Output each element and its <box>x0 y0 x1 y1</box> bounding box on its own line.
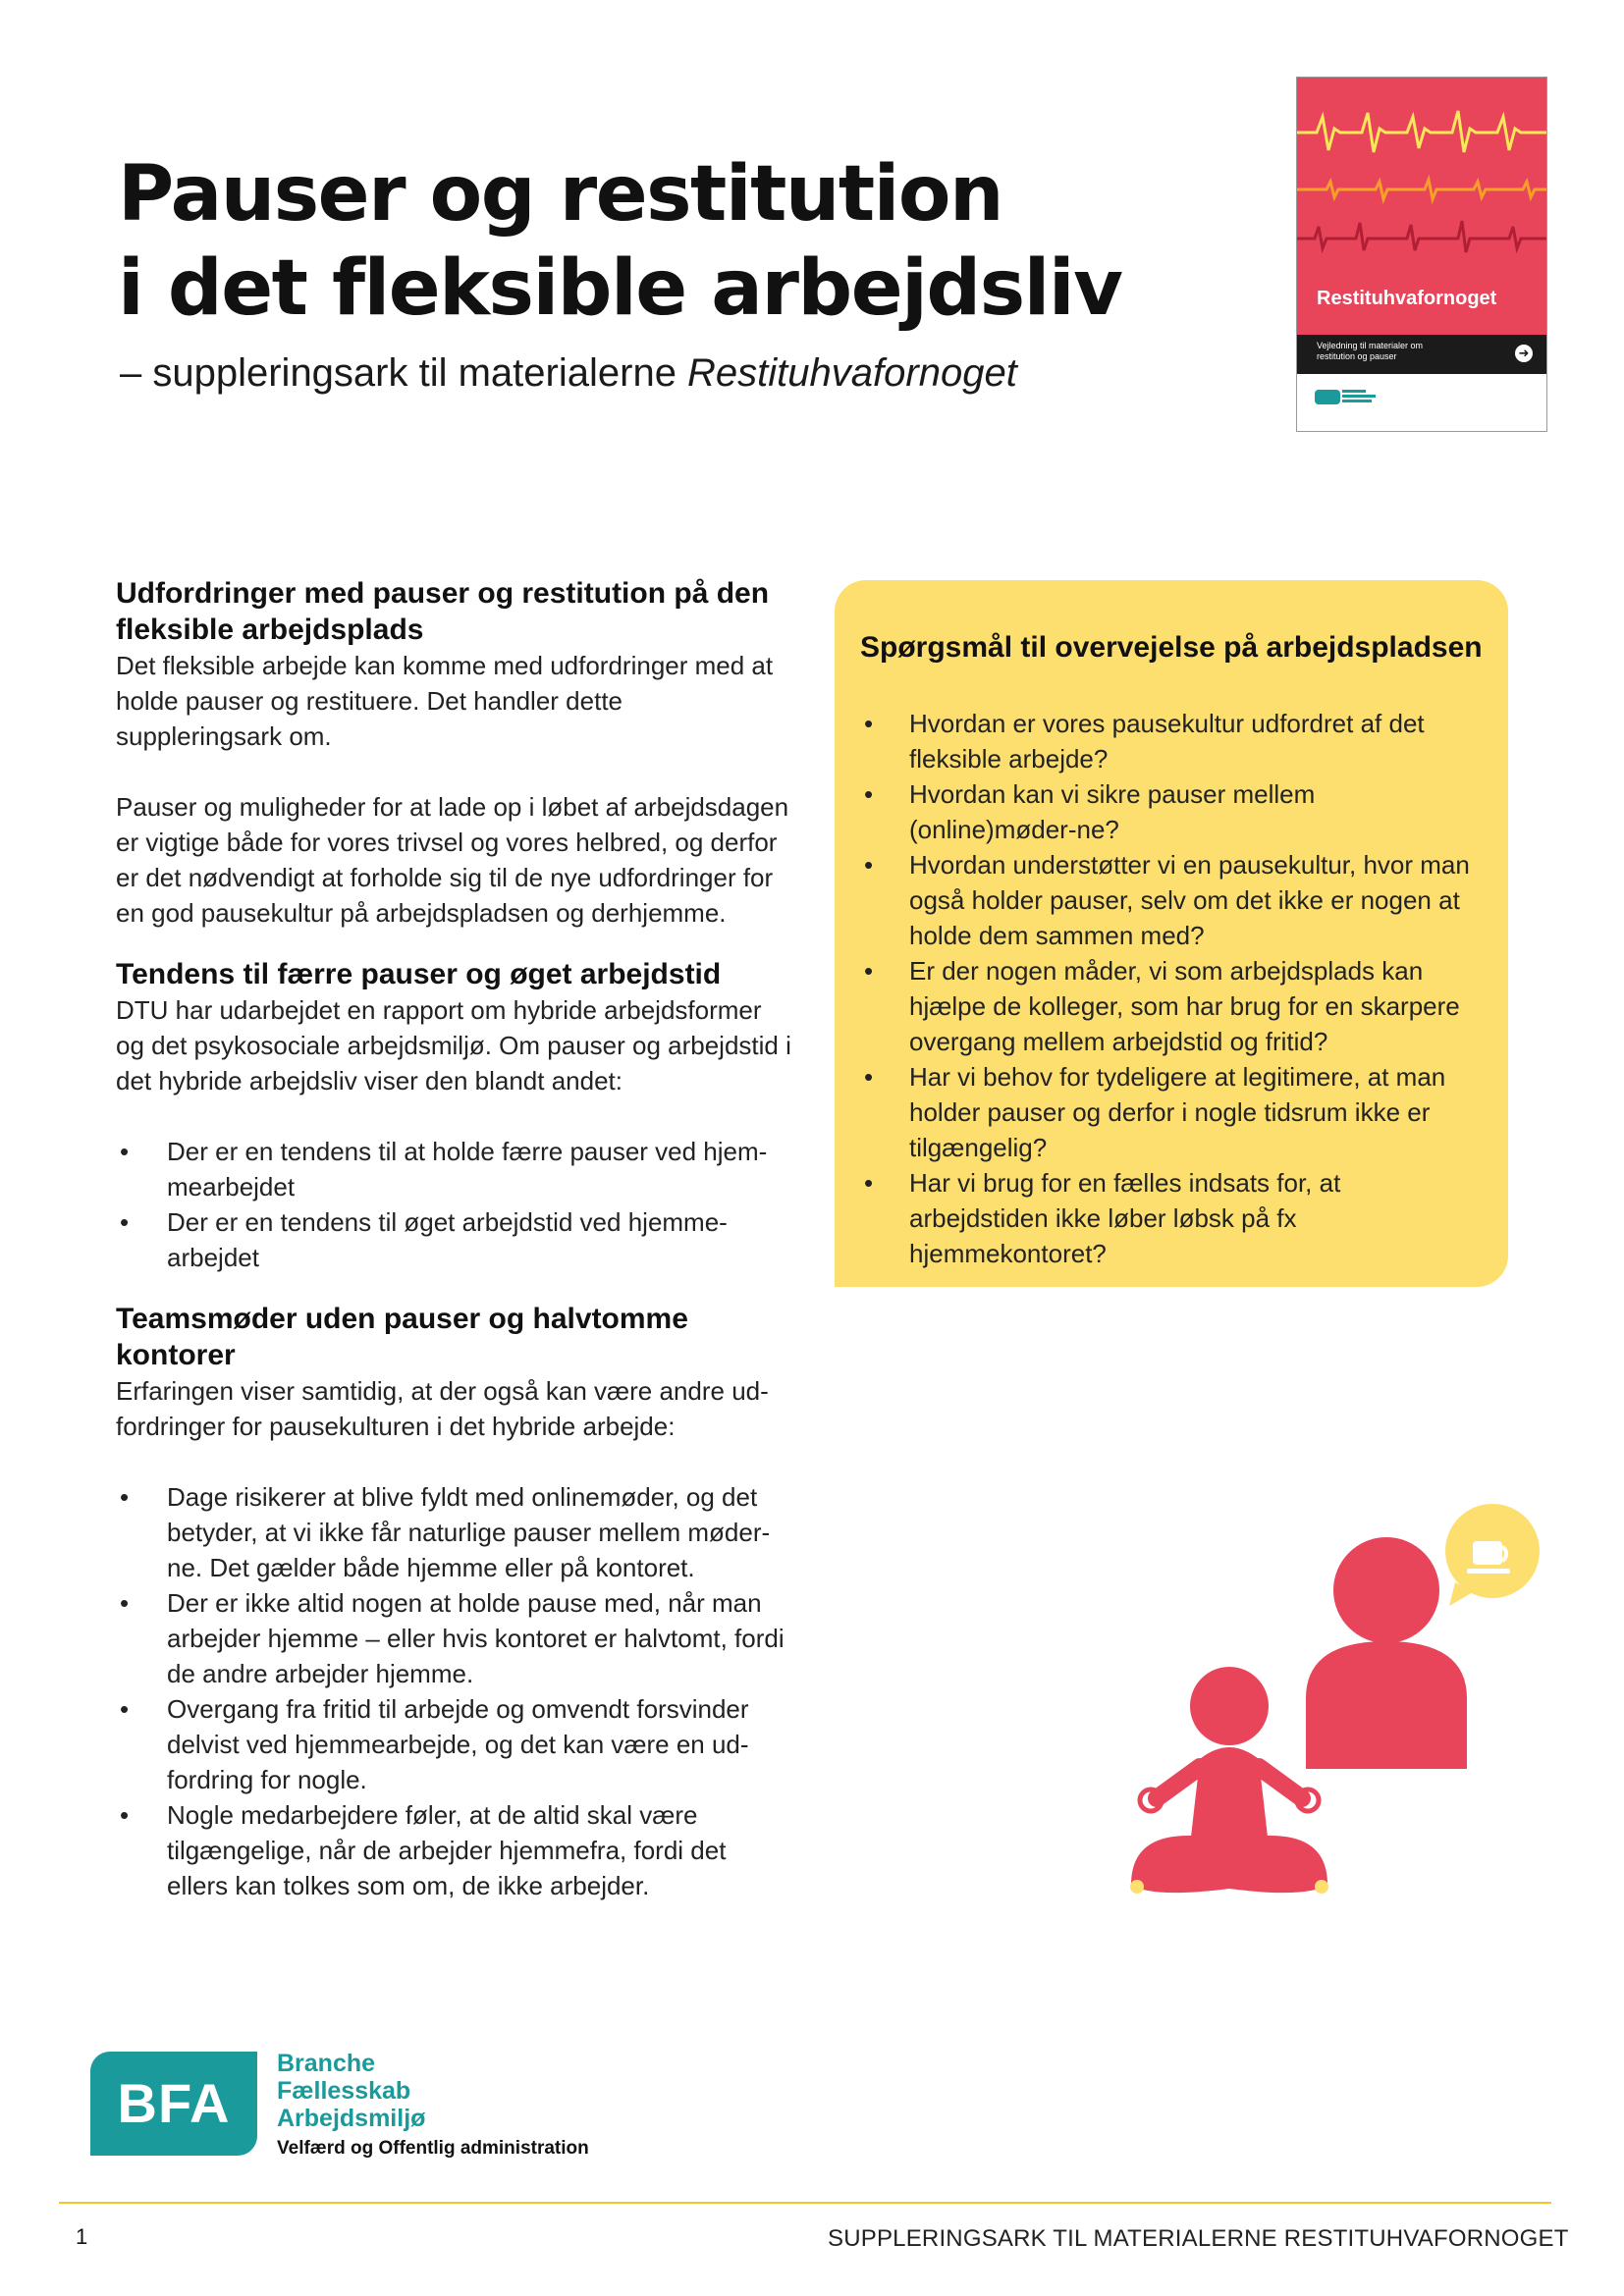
subtitle-text: – suppleringsark til materialerne <box>120 351 688 395</box>
title-line-1: Pauser og restitution <box>118 150 1003 239</box>
footer-divider <box>59 2202 1551 2204</box>
cover-thumbnail <box>1296 77 1547 432</box>
paragraph: DTU har udarbejdet en rapport om hybride arbejdsformer og det psykosociale arbejdsmiljø. Om pauser og arbejdstid i det hybride arbejdsliv viser den blandt andet: <box>116 995 791 1095</box>
paragraph: Det fleksible arbejde kan komme med udfordringer med at holde pauser og restituere. Det handler dette suppleringsark om. <box>116 651 774 751</box>
spacer <box>116 931 793 956</box>
questions-list <box>860 706 1483 1271</box>
questions-box <box>835 580 1508 1287</box>
question-item: • Er der nogen måder, vi som arbejdsplads kan hjælpe de kolleger, som har brug for en skarpere overgang mellem arbejdstid og fritid? <box>860 953 1483 1059</box>
cover-logo-text-icon <box>1342 390 1381 404</box>
meditating-person-icon <box>1130 1667 1328 1894</box>
spacer <box>116 1275 793 1301</box>
subtitle-italic: Restituhvafornoget <box>687 351 1017 395</box>
bullet-list <box>116 1134 793 1275</box>
bfa-logo-name <box>277 2050 425 2132</box>
spacer <box>116 1098 793 1134</box>
logo-line: Branche <box>277 2050 376 2077</box>
logo-line: Arbejdsmiljø <box>277 2105 426 2132</box>
title-line-2: i det fleksible arbejdsliv <box>118 244 1122 333</box>
heartbeat-wave-icon <box>1297 205 1546 264</box>
section-heading: Udfordringer med pauser og restitution på den fleksible arbejdsplads <box>116 577 770 646</box>
bfa-logo-subtitle: Velfærd og Offentlig administration <box>277 2138 589 2159</box>
page-subtitle <box>120 351 1017 396</box>
list-item: • Nogle medarbejdere føler, at de altid skal være tilgængelige, når de arbejder hjemmefra, fordi det ellers kan tolkes som om, de ikke arbejder. <box>116 1797 793 1903</box>
paragraph: Erfaringen viser samtidig, at der også kan være andre ud-fordringer for pausekulturen i det hybride arbejde: <box>116 1376 769 1441</box>
page-title <box>118 147 1149 336</box>
main-column <box>116 575 793 1903</box>
list-item: • Overgang fra fritid til arbejde og omvendt forsvinder delvist ved hjemmearbejde, og det kan være en ud-fordring for nogle. <box>116 1691 793 1797</box>
spacer <box>116 1444 793 1479</box>
questions-heading: Spørgsmål til overvejelse på arbejdspladsen <box>860 631 1483 664</box>
question-item: • Hvordan kan vi sikre pauser mellem (online)møder-ne? <box>860 776 1483 847</box>
section-heading: Tendens til færre pauser og øget arbejdstid <box>116 958 722 990</box>
list-item: • Der er en tendens til øget arbejdstid ved hjemme-arbejdet <box>116 1204 793 1275</box>
cover-logo-icon <box>1315 390 1340 404</box>
list-item: • Dage risikerer at blive fyldt med onlinemøder, og det betyder, at vi ikke får naturlige pauser mellem møder-ne. Det gælder både hjemme eller på kontoret. <box>116 1479 793 1585</box>
bfa-logo: BFA <box>90 2052 257 2156</box>
paragraph: Pauser og muligheder for at lade op i løbet af arbejdsdagen er vigtige både for vores trivsel og vores helbred, og derfor er det nødvendigt at forholde sig til de nye udfordringer for en god pausekultur på arbejdspladsen og derhjemme. <box>116 792 789 928</box>
heartbeat-wave-icon <box>1297 103 1546 162</box>
footer-text: SUPPLERINGSARK TIL MATERIALERNE RESTITUHVAFORNOGET <box>828 2225 1569 2252</box>
coffee-speech-bubble-icon <box>1445 1504 1540 1606</box>
section-heading: Teamsmøder uden pauser og halvtomme kontorer <box>116 1303 688 1371</box>
list-item: • Der er ikke altid nogen at holde pause med, når man arbejder hjemme – eller hvis kontoret er halvtomt, fordi de andre arbejder hjemme. <box>116 1585 793 1691</box>
page-number: 1 <box>76 2224 88 2249</box>
meditation-illustration <box>1110 1502 1561 1904</box>
spacer <box>116 754 793 789</box>
logo-line: Fællesskab <box>277 2077 411 2105</box>
question-item: • Har vi brug for en fælles indsats for, at arbejdstiden ikke løber løbsk på fx hjemmekontoret? <box>860 1165 1483 1271</box>
bullet-list <box>116 1479 793 1903</box>
question-item: • Hvordan er vores pausekultur udfordret af det fleksible arbejde? <box>860 706 1483 776</box>
person-icon <box>1306 1537 1467 1769</box>
arrow-right-icon: ➜ <box>1515 345 1533 362</box>
cover-title: Restituhvafornoget <box>1317 288 1497 309</box>
list-item: • Der er en tendens til at holde færre pauser ved hjem-mearbejdet <box>116 1134 793 1204</box>
question-item: • Hvordan understøtter vi en pausekultur, hvor man også holder pauser, selv om det ikke er nogen at holde dem sammen med? <box>860 847 1483 953</box>
cover-subtitle: Vejledning til materialer om restitution og pauser <box>1317 341 1424 361</box>
question-item: • Har vi behov for tydeligere at legitimere, at man holder pauser og derfor i nogle tidsrum ikke er tilgængelig? <box>860 1059 1483 1165</box>
